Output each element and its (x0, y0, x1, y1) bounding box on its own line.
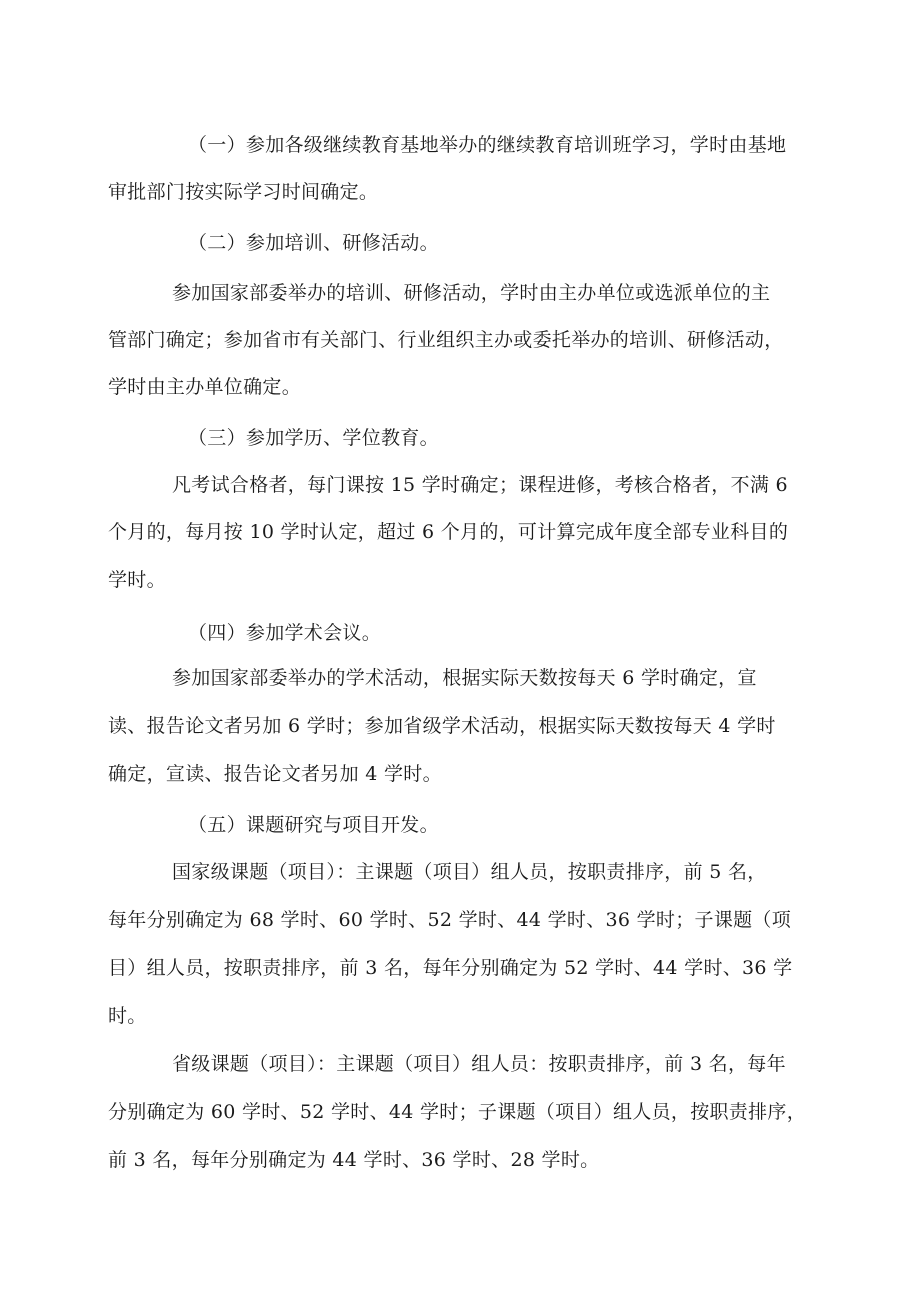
section-3-heading: （三）参加学历、学位教育。 (188, 427, 439, 449)
text-line: 确定，宣读、报告论文者另加 4 学时。 (108, 763, 442, 785)
text-line: 审批部门按实际学习时间确定。 (108, 181, 379, 203)
text-line: 学时。 (108, 569, 166, 591)
text-line: 管部门确定；参加省市有关部门、行业组织主办或委托举办的培训、研修活动， (108, 329, 784, 351)
text-line: 凡考试合格者，每门课按 15 学时确定；课程进修，考核合格者，不满 6 (172, 474, 788, 496)
text-line: 省级课题（项目）：主课题（项目）组人员：按职责排序，前 3 名，每年 (172, 1053, 786, 1075)
text-line: 分别确定为 60 学时、52 学时、44 学时；子课题（项目）组人员，按职责排序， (108, 1101, 806, 1123)
text-line: 学时由主办单位确定。 (108, 376, 302, 398)
text-line: 个月的，每月按 10 学时认定，超过 6 个月的，可计算完成年度全部专业科目的 (108, 521, 789, 543)
section-2-heading: （二）参加培训、研修活动。 (188, 232, 439, 254)
text-line: 国家级课题（项目）：主课题（项目）组人员，按职责排序，前 5 名， (172, 861, 767, 883)
text-line: 时。 (108, 1005, 147, 1027)
text-line: 目）组人员，按职责排序，前 3 名，每年分别确定为 52 学时、44 学时、36 学 (108, 957, 793, 979)
text-line: 参加国家部委举办的培训、研修活动，学时由主办单位或选派单位的主 (172, 282, 771, 304)
text-line: （一）参加各级继续教育基地举办的继续教育培训班学习，学时由基地 (188, 134, 787, 156)
text-line: 每年分别确定为 68 学时、60 学时、52 学时、44 学时、36 学时；子课题（项 (108, 909, 792, 931)
text-line: 读、报告论文者另加 6 学时；参加省级学术活动，根据实际天数按每天 4 学时 (108, 715, 776, 737)
section-5-heading: （五）课题研究与项目开发。 (188, 814, 439, 836)
text-line: 参加国家部委举办的学术活动，根据实际天数按每天 6 学时确定，宣 (172, 667, 757, 689)
text-line: 前 3 名，每年分别确定为 44 学时、36 学时、28 学时。 (108, 1149, 600, 1171)
section-4-heading: （四）参加学术会议。 (188, 622, 382, 644)
